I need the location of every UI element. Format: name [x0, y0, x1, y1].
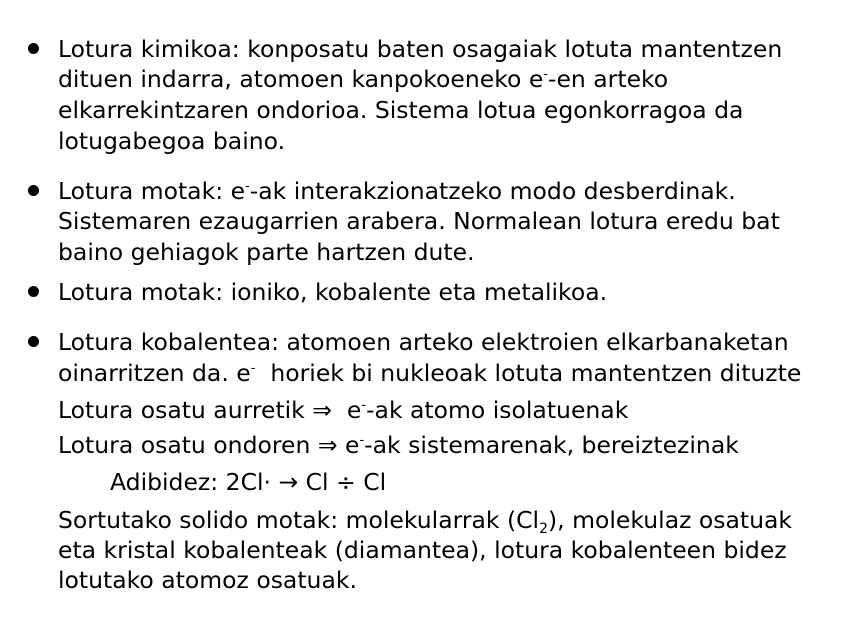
bullet-marker-4	[28, 336, 39, 347]
solids-line-2: eta kristal kobalenteak (diamantea), lotura kobalenteen bidez	[58, 536, 787, 564]
bullet-1-line-2: dituen indarra, atomoen kanpokoeneko e--en arteko	[58, 65, 669, 93]
bullet-marker-1	[28, 43, 39, 54]
bullet-2-line-3: baino gehiagok parte hartzen dute.	[58, 238, 475, 266]
bullet-1-line-1: Lotura kimikoa: konposatu baten osagaiak lotuta mantentzen	[58, 35, 783, 63]
bullet-4-line-2: oinarritzen da. e- horiek bi nukleoak lotuta mantentzen dituzte	[58, 359, 802, 387]
after-bond-line: Lotura osatu ondoren ⇒ e--ak sistemarenak, bereiztezinak	[58, 431, 739, 459]
bullet-2-line-2: Sistemaren ezaugarrien arabera. Normalean lotura eredu bat	[58, 207, 780, 235]
bullet-1-line-4: lotugabegoa baino.	[58, 127, 286, 155]
example-line: Adibidez: 2Cl· → Cl ÷ Cl	[110, 468, 387, 496]
before-bond-line: Lotura osatu aurretik ⇒ e--ak atomo isolatuenak	[58, 396, 629, 424]
bullet-1-line-3: elkarrekintzaren ondorioa. Sistema lotua egonkorragoa da	[58, 96, 744, 124]
bullet-marker-2	[28, 185, 39, 196]
solids-line-1: Sortutako solido motak: molekularrak $(Cl_2)$, molekulaz osatuak	[58, 506, 793, 537]
bullet-3-line-1: Lotura motak: ioniko, kobalente eta metalikoa.	[58, 278, 608, 306]
bullet-marker-3	[28, 286, 39, 297]
solids-line-3: lotutako atomoz osatuak.	[58, 566, 357, 594]
bullet-2-line-1: Lotura motak: e--ak interakzionatzeko modo desberdinak.	[58, 177, 736, 205]
bullet-4-line-1: Lotura kobalentea: atomoen arteko elektroien elkarbanaketan	[58, 328, 789, 356]
